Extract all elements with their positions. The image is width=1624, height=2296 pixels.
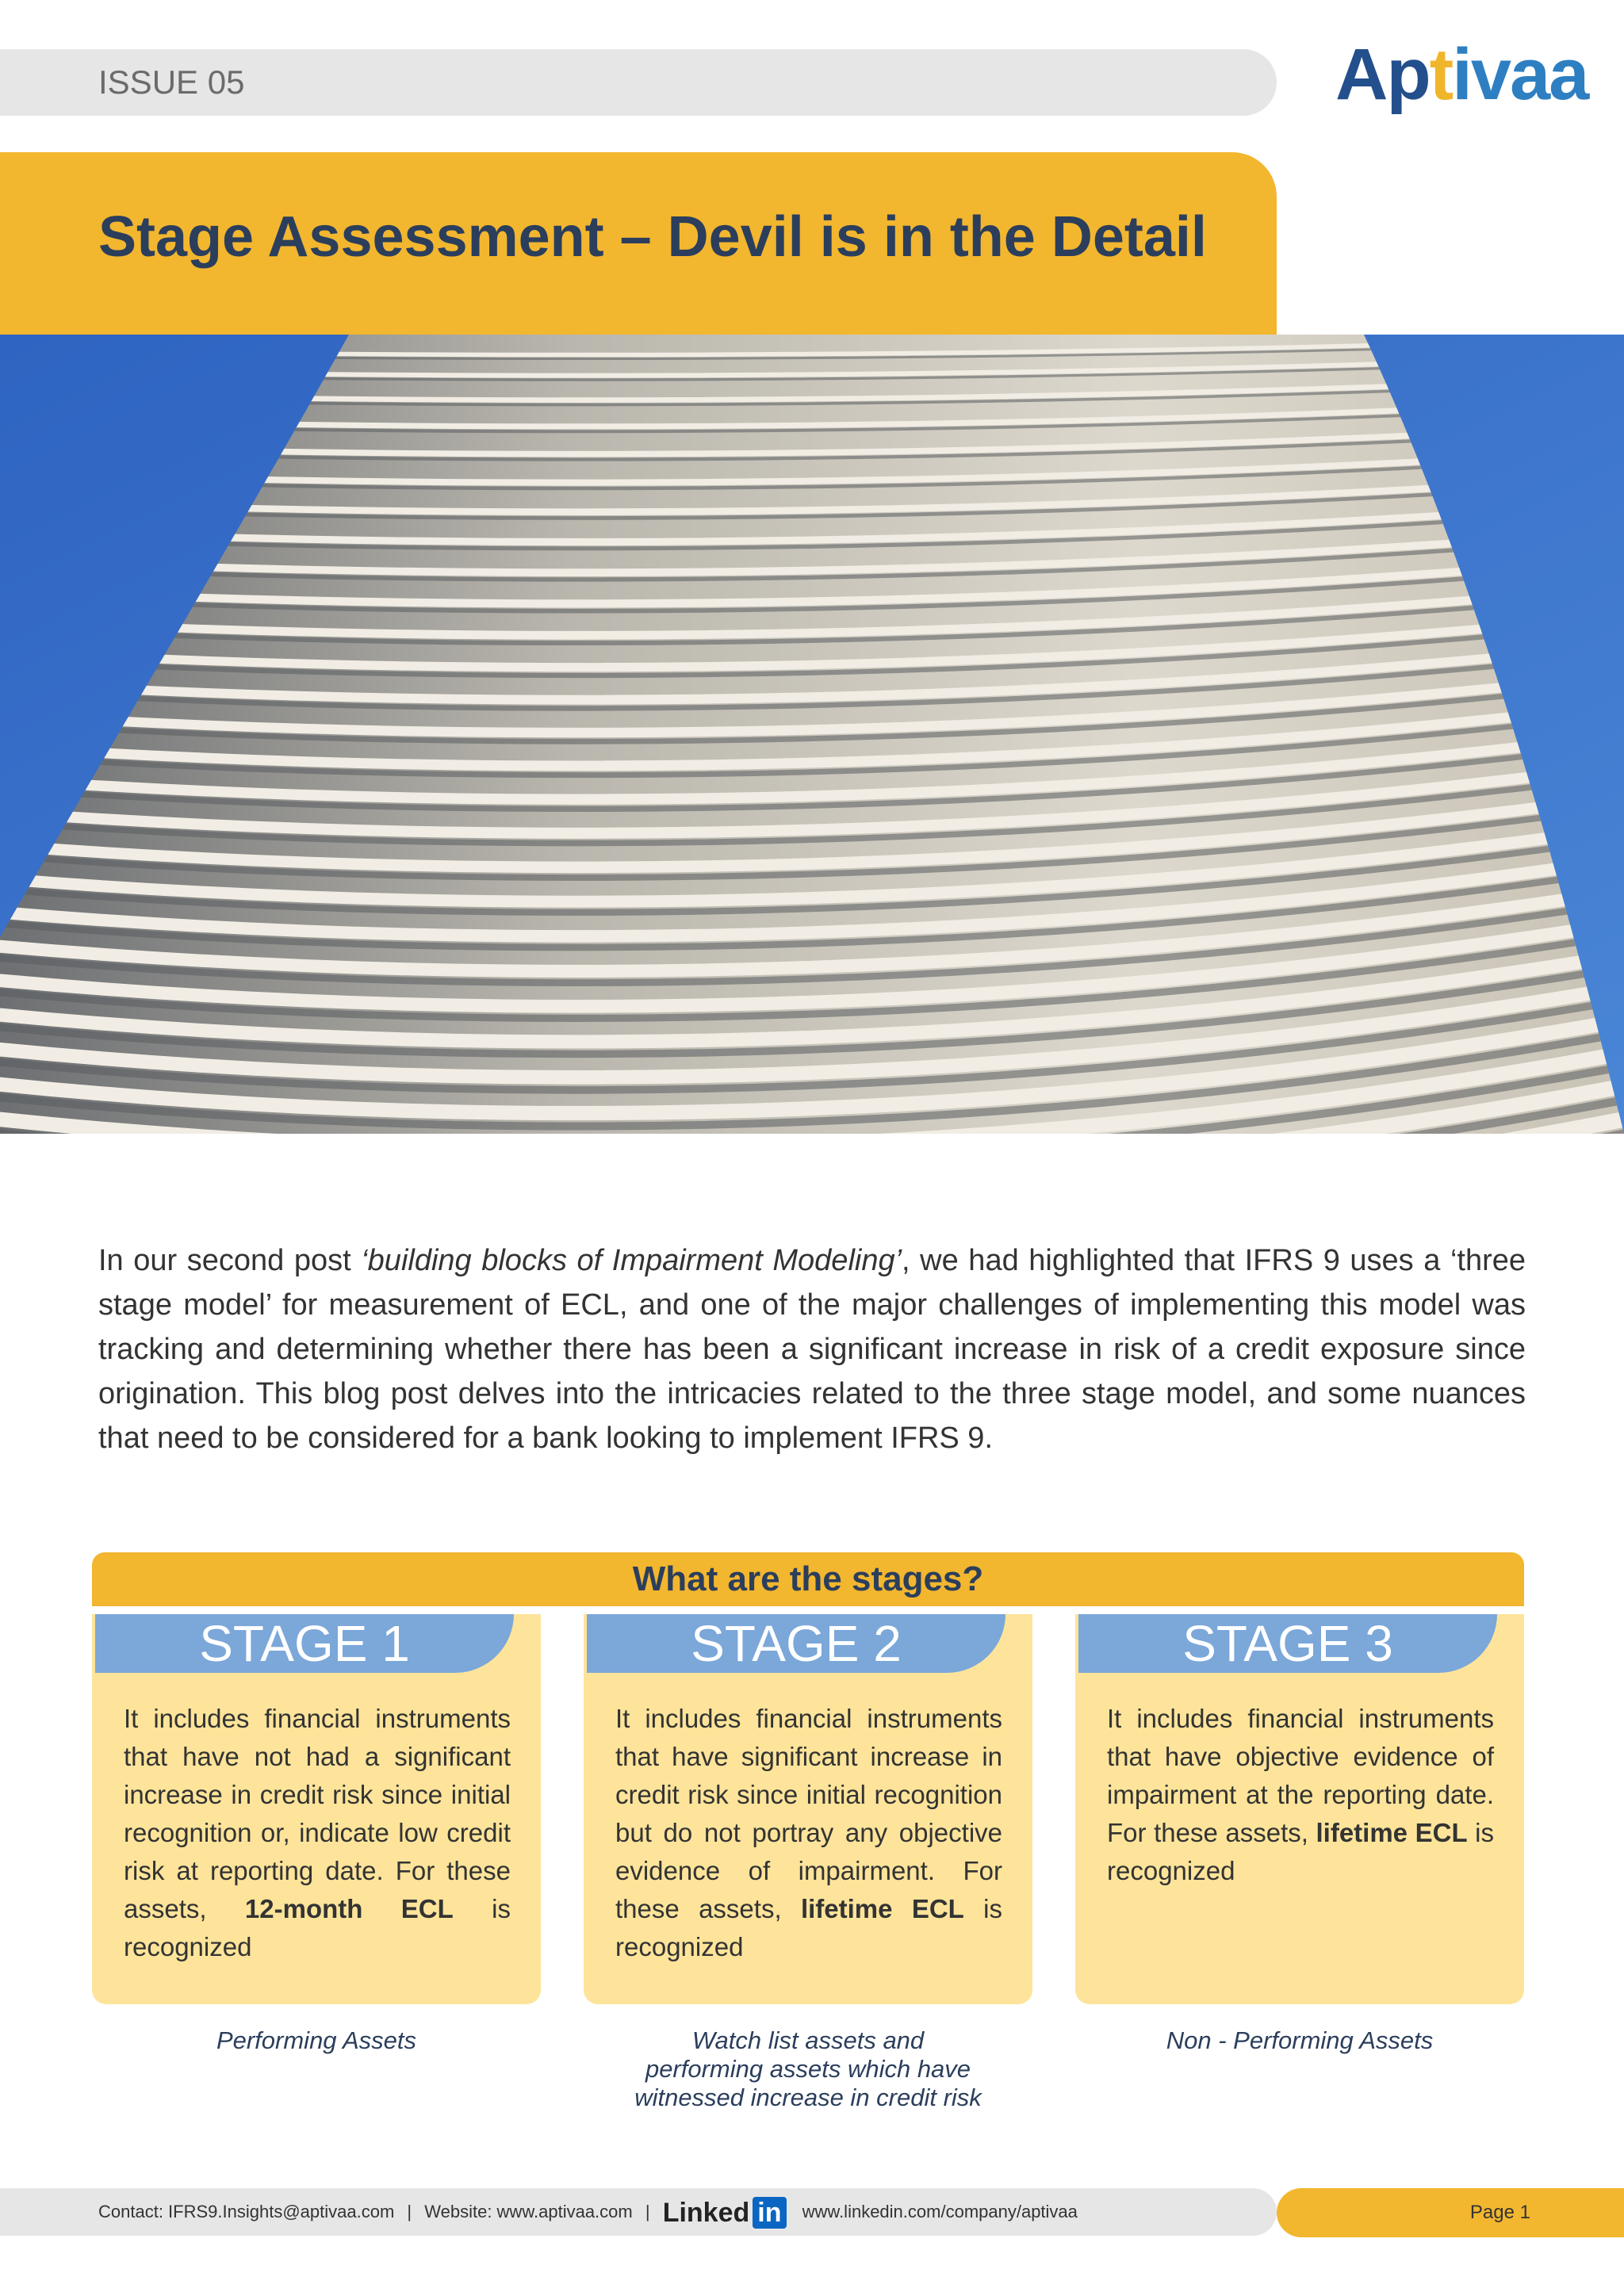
footer-contact-line [98, 2188, 1078, 2236]
footer-separator: | [407, 2202, 412, 2221]
stage-1-text-end: is recognized [124, 1894, 511, 1961]
logo-text-part2: t [1429, 34, 1453, 115]
linkedin-icon[interactable] [663, 2189, 787, 2237]
stage-1-ecl: 12-month ECL [244, 1894, 454, 1923]
intro-paragraph [98, 1238, 1526, 1460]
stage-2-text-end: is recognized [615, 1894, 1002, 1961]
stage-3-caption: Non - Performing Assets [1166, 2026, 1434, 2054]
stage-2-title: STAGE 2 [587, 1614, 1005, 1673]
stage-3-text-end: is recognized [1107, 1818, 1495, 1885]
aptivaa-logo[interactable] [1335, 34, 1588, 115]
footer-website[interactable]: Website: www.aptivaa.com [424, 2202, 633, 2221]
stage-1-caption: Performing Assets [216, 2026, 417, 2054]
page-title: Stage Assessment – Devil is in the Detail [98, 205, 1207, 269]
intro-text-rest: , we had highlighted that IFRS 9 uses a ‘three stage model’ for measurement of ECL, and one of the major challenges of implementing this model was tracking and determining whether there has been a significant increase in risk of a credit exposure since origination. This blog post delves into the intricacies related to the three stage model, and some nuances that need to be considered for a bank looking to implement IFRS 9. [98, 1244, 1526, 1455]
stage-2-text: It includes financial instruments that have significant increase in credit risk since initial recognition but do not portray any objective evidence of impairment. For these assets, [615, 1704, 1002, 1923]
logo-text-part1: Ap [1335, 34, 1430, 115]
stage-3-description [1107, 1700, 1494, 1890]
hero-building-image [0, 335, 1624, 1134]
stage-3-ecl: lifetime ECL [1316, 1818, 1468, 1847]
stages-header: What are the stages? [92, 1552, 1524, 1606]
linkedin-word: Linked [662, 2198, 750, 2229]
page-pill [1277, 2188, 1624, 2237]
footer-separator: | [645, 2202, 650, 2221]
stage-3-text: It includes financial instruments that have objective evidence of impairment at the reporting date. For these assets, [1107, 1704, 1494, 1847]
stage-2-description [615, 1700, 1002, 1966]
stage-2-caption: Watch list assets and performing assets which have witnessed increase in credit risk [634, 2026, 982, 2111]
stage-1-text: It includes financial instruments that have not had a significant increase in credit risk since initial recognition or, indicate low credit risk at reporting date. For these assets, [124, 1704, 511, 1923]
issue-label: ISSUE 05 [98, 63, 245, 101]
stage-3-title: STAGE 3 [1078, 1614, 1497, 1673]
stage-2-card [584, 1614, 1032, 2004]
stage-1-title: STAGE 1 [95, 1614, 514, 1673]
stage-3-card [1075, 1614, 1524, 2004]
logo-text-part3: ivaa [1452, 34, 1588, 115]
intro-text-start: In our second post [98, 1244, 362, 1277]
stage-1-description [124, 1700, 511, 1966]
stage-2-ecl: lifetime ECL [800, 1894, 964, 1923]
footer-contact[interactable]: Contact: IFRS9.Insights@aptivaa.com [98, 2202, 395, 2221]
intro-post-title: ‘building blocks of Impairment Modeling’ [361, 1244, 902, 1277]
stage-1-card [92, 1614, 541, 2004]
footer-linkedin-url[interactable]: www.linkedin.com/company/aptivaa [802, 2202, 1078, 2221]
page-number: Page 1 [1469, 2202, 1530, 2223]
linkedin-in-badge: in [753, 2197, 786, 2229]
